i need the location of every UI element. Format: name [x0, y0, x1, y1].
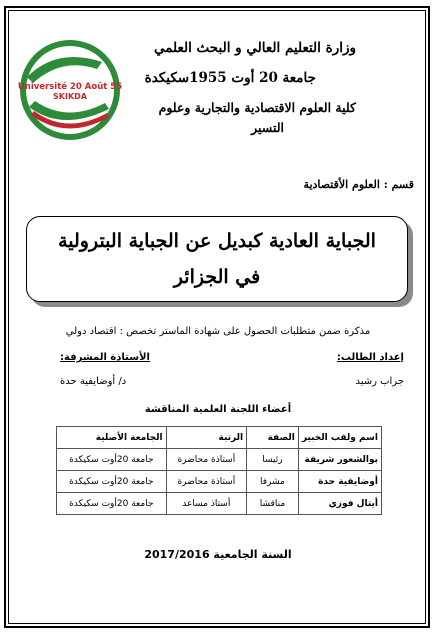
ministry-name: وزارة التعليم العالي و البحث العلمي: [153, 40, 356, 56]
department-label: قسم : العلوم الأقتصادية: [303, 178, 414, 191]
member-rank: أستاذة محاضرة: [166, 449, 246, 471]
member-rank: أستاذة محاضرة: [166, 471, 246, 493]
table-row: [57, 493, 382, 515]
member-role: مشرفا: [247, 471, 299, 493]
member-university: جامعة 20أوت سكيكدة: [57, 471, 167, 493]
member-name: أوضايفية حدة: [298, 471, 381, 493]
memo-description: مذكرة ضمن متطلبات الحصول على شهادة الماستر تخصص : اقتصاد دولي: [65, 326, 371, 337]
member-role: رئيسا: [247, 449, 299, 471]
committee-table: [56, 426, 382, 515]
committee-title: أعضاء اللجنة العلمية المناقشة: [144, 404, 292, 415]
header-cell: الجامعة الأصلية: [57, 427, 167, 449]
table-row: [57, 471, 382, 493]
student-label: إعداد الطالب:: [336, 352, 404, 363]
table-row: [57, 449, 382, 471]
supervisor-name: د/ أوضايفية حدة: [60, 376, 127, 387]
header-cell: الرتبة: [166, 427, 246, 449]
supervisor-label: الأستاذة المشرفة:: [60, 352, 150, 363]
logo-text-line2: SKIKDA: [53, 92, 87, 101]
member-university: جامعة 20أوت سكيكدة: [57, 449, 167, 471]
member-name: أيتال فوزي: [298, 493, 381, 515]
table-header-row: [57, 427, 382, 449]
header-cell: الصفة: [247, 427, 299, 449]
student-name: جراب رشيد: [355, 376, 404, 387]
faculty-name-line1: كلية العلوم الاقتصادية والتجارية وعلوم: [158, 100, 356, 115]
faculty-name-line2: التسير: [251, 120, 284, 135]
member-name: بوالشعور شريفة: [298, 449, 381, 471]
logo-text-line1: Université 20 Août 55: [17, 82, 123, 92]
member-rank: أستاذ مساعد: [166, 493, 246, 515]
thesis-title: الجباية العادية كبديل عن الجباية البترولية في الجزائر: [58, 230, 376, 288]
university-name: جامعة 20 أوت 1955سكيكدة: [144, 70, 316, 86]
university-logo: [17, 37, 123, 143]
member-university: جامعة 20أوت سكيكدة: [57, 493, 167, 515]
academic-year: السنة الجامعية 2017/2016: [144, 548, 292, 561]
thesis-title-box: [26, 216, 408, 302]
header-cell: اسم ولقب الخبير: [298, 427, 381, 449]
member-role: مناقشا: [247, 493, 299, 515]
